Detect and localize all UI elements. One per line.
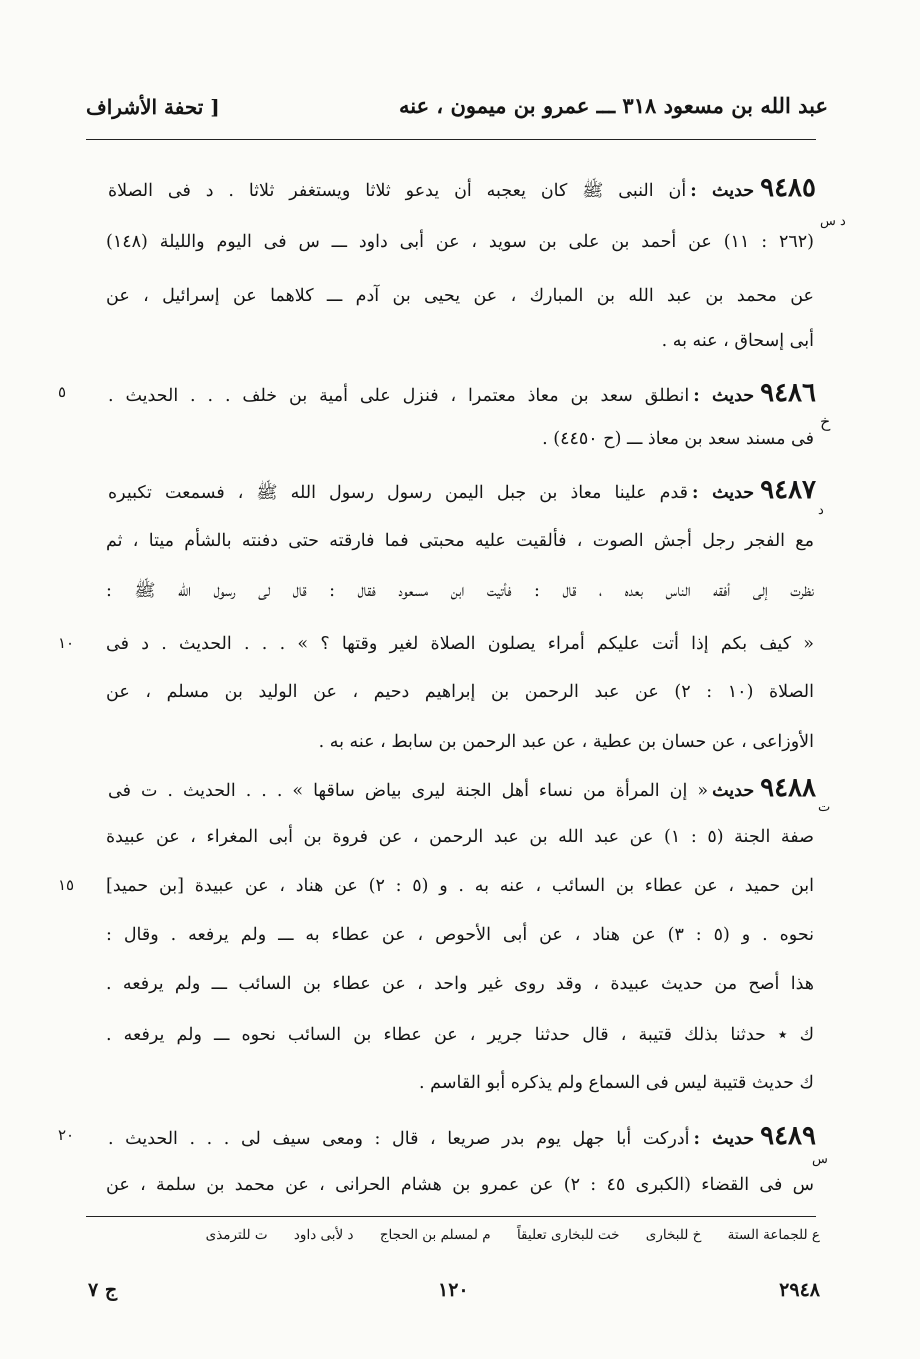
legend-item: د لأبى داود — [293, 1227, 354, 1243]
hadith-label: حديث : — [693, 1129, 755, 1149]
entry-9487-line-3: نظرت إلى أفقه الناس بعده ، قال : فأتيت ابن مسعود فقال : قال لى رسول الله ﷺ : — [106, 581, 814, 601]
entry-9486-line-1: ٩٤٨٦حديث :انطلق سعد بن معاذ معتمرا ، فنزل على أمية بن خلف . . . الحديث . — [108, 378, 816, 408]
legend-item: خت للبخارى تعليقاً — [516, 1227, 620, 1243]
hadith-label: حديث : — [690, 181, 755, 201]
entry-9489-line-1: ٩٤٨٩حديث :أدركت أبا جهل يوم بدر صريعا ، قال : ومعى سيف لى . . . الحديث . — [108, 1121, 816, 1151]
hadith-number: ٩٤٨٩ — [760, 1121, 816, 1151]
entry-9488-line-7: ك حديث قتيبة ليس فى السماع ولم يذكره أبو القاسم . — [419, 1073, 814, 1093]
volume-number: ج ٧ — [88, 1279, 118, 1301]
book-title: [ تحفة الأشراف — [86, 95, 220, 119]
hadith-number: ٩٤٨٨ — [760, 773, 816, 803]
hadith-number: ٩٤٨٧ — [760, 475, 816, 505]
entry-9485-line-1: ٩٤٨٥حديث :أن النبى ﷺ كان يعجبه أن يدعو ثلاثا ويستغفر ثلاثا . د فى الصلاة — [108, 173, 816, 203]
entry-9487-line-2: مع الفجر رجل أجش الصوت ، فألقيت عليه محبتى فما فارقته حتى دفنته بالشأم ميتا ، ثم — [106, 531, 814, 551]
margin-sigla: خ — [820, 412, 831, 431]
entry-9488-line-2: صفة الجنة (٥ : ١) عن عبد الله بن عبد الرحمن ، عن فروة بن أبى المغراء ، عن عبيدة — [106, 827, 814, 847]
entry-9487-line-5: الصلاة (١٠ : ٢) عن عبد الرحمن بن إبراهيم دحيم ، عن الوليد بن مسلم ، عن — [106, 682, 814, 702]
legend-item: م لمسلم بن الحجاج — [379, 1227, 491, 1243]
entry-9487-line-6: الأوزاعى ، عن حسان بن عطية ، عن عبد الرحمن بن سابط ، عنه به . — [318, 732, 814, 752]
margin-sigla: ت — [818, 800, 831, 815]
hadith-number: ٩٤٨٦ — [760, 378, 816, 408]
legend-rule — [86, 1216, 816, 1217]
header-rule — [86, 139, 816, 140]
entry-9488-line-1: ٩٤٨٨حديث« إن المرأة من نساء أهل الجنة ليرى بياض ساقها » . . . الحديث . ت فى — [108, 773, 816, 803]
entry-9485-line-4: أبى إسحاق ، عنه به . — [661, 331, 814, 351]
sigla-legend — [184, 1227, 820, 1243]
line-number: ١٠ — [58, 634, 75, 652]
entry-9488-line-5: هذا أصح من حديث عبيدة ، وقد روى غير واحد ، عن عطاء بن السائب ـــ ولم يرفعه . — [106, 974, 814, 994]
entry-9485-line-2: (٢٦٢ : ١١) عن أحمد بن على بن سويد ، عن أبى داود ـــ س فى اليوم والليلة (١٤٨) — [106, 232, 814, 252]
margin-sigla: د س — [820, 214, 846, 229]
line-number: ١٥ — [58, 876, 75, 894]
entry-9486-line-2: فى مسند سعد بن معاذ ـــ (ح ٤٤٥٠) . — [542, 429, 814, 449]
running-title: عبد الله بن مسعود ٣١٨ ـــ عمرو بن ميمون ، عنه — [398, 93, 828, 118]
margin-sigla: س — [812, 1152, 828, 1167]
hadith-label: حديث : — [692, 483, 755, 503]
hadith-number: ٩٤٨٥ — [760, 173, 816, 203]
entry-9485-line-3: عن محمد بن عبد الله بن المبارك ، عن يحيى بن آدم ـــ كلاهما عن إسرائيل ، عن — [106, 286, 814, 306]
entry-9488-line-4: نحوه . و (٥ : ٣) عن هناد ، عن أبى الأحوص ، عن عطاء به ـــ ولم يرفعه . وقال : — [106, 925, 814, 945]
line-number: ٢٠ — [58, 1126, 75, 1144]
hadith-label: حديث : — [693, 386, 755, 406]
legend-item: ت للترمذى — [205, 1227, 268, 1243]
legend-item: خ للبخارى — [645, 1227, 702, 1243]
entry-9489-line-2: س فى القضاء (الكبرى ٤٥ : ٢) عن عمرو بن هشام الحرانى ، عن محمد بن سلمة ، عن — [106, 1175, 814, 1195]
page-number: ١٢٠ — [438, 1279, 469, 1301]
entry-9487-line-1: ٩٤٨٧حديث :قدم علينا معاذ بن جبل اليمن رسول رسول الله ﷺ ، فسمعت تكبيره — [108, 475, 816, 505]
margin-sigla: د — [818, 503, 824, 518]
legend-item: ع للجماعة الستة — [727, 1227, 820, 1243]
hadith-label: حديث — [712, 781, 755, 801]
line-number: ٥ — [58, 383, 67, 401]
entry-9488-line-3: ابن حميد ، عن عطاء بن السائب ، عنه به . و (٥ : ٢) عن هناد ، عن عبيدة [بن حميد] — [106, 876, 814, 896]
sequence-number: ٢٩٤٨ — [779, 1279, 820, 1301]
entry-9488-line-6: ك ٭ حدثنا بذلك قتيبة ، قال حدثنا جرير ، عن عطاء بن السائب نحوه ـــ ولم يرفعه . — [106, 1025, 814, 1045]
entry-9487-line-4: « كيف بكم إذا أتت عليكم أمراء يصلون الصلاة لغير وقتها ؟ » . . . الحديث . د فى — [106, 634, 814, 654]
